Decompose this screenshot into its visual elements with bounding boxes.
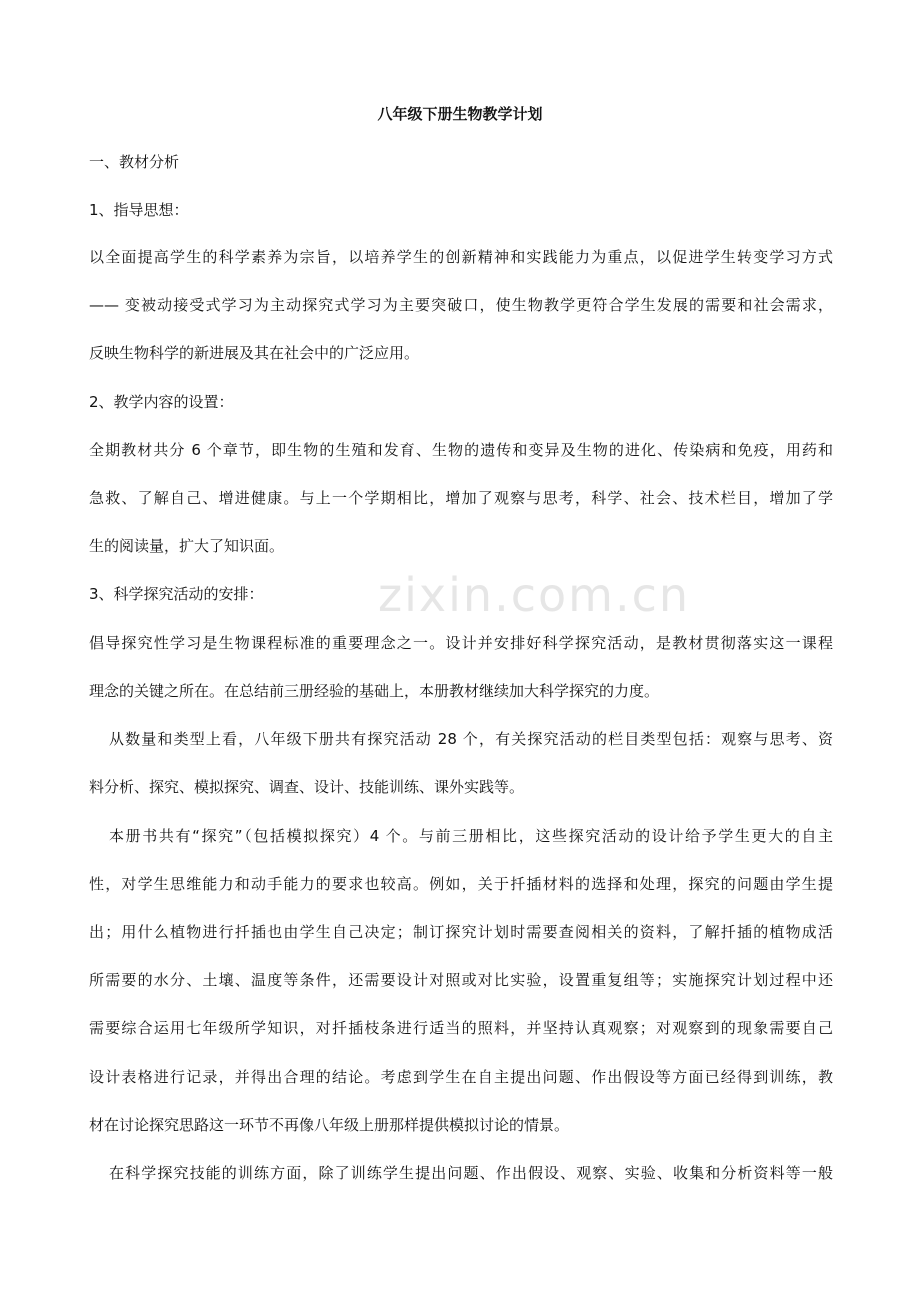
paragraph-line: 需要综合运用七年级所学知识，对扦插枝条进行适当的照料，并坚持认真观察；对观察到的现象需要自己 [89, 1019, 833, 1037]
paragraph-line: 反映生物科学的新进展及其在社会中的广泛应用。 [89, 344, 420, 362]
paragraph-line: 从数量和类型上看，八年级下册共有探究活动 28 个，有关探究活动的栏目类型包括：观察与思考、资 [109, 730, 833, 748]
subsection-heading: 1、指导思想： [89, 201, 189, 219]
paragraph-line: 出；用什么植物进行扦插也由学生自己决定；制订探究计划时需要查阅相关的资料，了解扦插的植物成活 [89, 923, 833, 941]
paragraph-line: 本册书共有“探究”（包括模拟探究）4 个。与前三册相比，这些探究活动的设计给予学生更大的自主 [109, 827, 833, 845]
paragraph-line: 在科学探究技能的训练方面，除了训练学生提出问题、作出假设、观察、实验、收集和分析资料等一般 [109, 1164, 833, 1182]
paragraph-line: 所需要的水分、土壤、温度等条件，还需要设计对照或对比实验，设置重复组等；实施探究计划过程中还 [89, 971, 833, 989]
document-title: 八年级下册生物教学计划 [377, 105, 543, 123]
paragraph-line: 倡导探究性学习是生物课程标准的重要理念之一。设计并安排好科学探究活动，是教材贯彻落实这一课程 [89, 634, 833, 652]
subsection-heading: 3、科学探究活动的安排： [89, 585, 264, 603]
paragraph-line: 性，对学生思维能力和动手能力的要求也较高。例如，关于扦插材料的选择和处理，探究的问题由学生提 [89, 875, 833, 893]
subsection-heading: 2、教学内容的设置： [89, 393, 234, 411]
paragraph-line: 理念的关键之所在。在总结前三册经验的基础上，本册教材继续加大科学探究的力度。 [89, 682, 660, 700]
paragraph-line: 设计表格进行记录，并得出合理的结论。考虑到学生在自主提出问题、作出假设等方面已经得到训练，教 [89, 1068, 833, 1086]
section-heading: 一、教材分析 [89, 153, 180, 171]
paragraph-line: 材在讨论探究思路这一环节不再像八年级上册那样提供模拟讨论的情景。 [89, 1116, 570, 1134]
paragraph-line: 以全面提高学生的科学素养为宗旨，以培养学生的创新精神和实践能力为重点，以促进学生转变学习方式 [89, 248, 833, 266]
paragraph-line: 生的阅读量，扩大了知识面。 [89, 537, 285, 555]
paragraph-line: 全期教材共分 6 个章节，即生物的生殖和发育、生物的遗传和变异及生物的进化、传染病和免疫，用药和 [89, 441, 833, 459]
watermark: zixin.com.cn [378, 568, 691, 622]
paragraph-line: —— 变被动接受式学习为主动探究式学习为主要突破口，使生物教学更符合学生发展的需要和社会需求， [89, 296, 833, 314]
paragraph-line: 急救、了解自己、增进健康。与上一个学期相比，增加了观察与思考，科学、社会、技术栏目，增加了学 [89, 489, 833, 507]
paragraph-line: 料分析、探究、模拟探究、调查、设计、技能训练、课外实践等。 [89, 778, 525, 796]
